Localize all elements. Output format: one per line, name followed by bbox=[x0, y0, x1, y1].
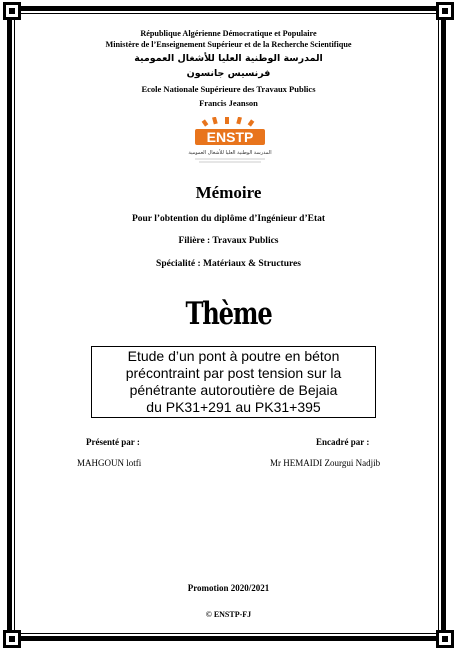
diploma-line: Pour l’obtention du diplôme d’Ingénieur d’Etat bbox=[131, 214, 326, 224]
thesis-title-line: pénétrante autoroutière de Bejaia bbox=[129, 382, 338, 398]
corner-ornament-top-right bbox=[436, 2, 454, 20]
document-type-heading: Mémoire bbox=[195, 183, 262, 202]
filiere-line: Filière : Travaux Publics bbox=[178, 236, 279, 246]
enstp-logo bbox=[185, 117, 275, 167]
supervisor-name: Mr HEMAIDI Zourgui Nadjib bbox=[270, 458, 381, 468]
supervised-by-label: Encadré par : bbox=[316, 437, 370, 447]
thesis-title-box bbox=[91, 346, 376, 418]
copyright-line: © ENSTP-FJ bbox=[205, 610, 252, 619]
specialite-line: Spécialité : Matériaux & Structures bbox=[156, 259, 301, 269]
presented-by-label: Présenté par : bbox=[86, 437, 140, 447]
thesis-title-line: du PK31+291 au PK31+395 bbox=[146, 399, 321, 415]
logo-arabic-caption: المدرسة الوطنية العليا للأشغال العمومية bbox=[188, 150, 272, 156]
thesis-title-line: Etude d’un pont à poutre en béton bbox=[127, 348, 340, 364]
republic-line: République Algérienne Démocratique et Populaire bbox=[140, 29, 317, 38]
ministry-line: Ministère de l’Enseignement Supérieur et de la Recherche Scientifique bbox=[105, 40, 352, 49]
promotion-line: Promotion 2020/2021 bbox=[187, 583, 270, 593]
student-name: MAHGOUN lotfi bbox=[77, 458, 142, 468]
arabic-school-subname: فرنسيس جانسون bbox=[186, 68, 271, 79]
corner-ornament-bottom-left bbox=[3, 630, 21, 648]
thesis-title-line: précontraint par post tension sur la bbox=[125, 365, 342, 381]
logo-wordmark: ENSTP bbox=[206, 129, 254, 145]
arabic-school-name: المدرسة الوطنية العليا للأشغال العمومية bbox=[134, 53, 323, 64]
corner-ornament-bottom-right bbox=[436, 630, 454, 648]
school-subname: Francis Jeanson bbox=[199, 98, 258, 108]
school-name: Ecole Nationale Supérieure des Travaux Publics bbox=[141, 84, 316, 94]
corner-ornament-top-left bbox=[3, 2, 21, 20]
theme-heading: Thème bbox=[185, 296, 272, 332]
